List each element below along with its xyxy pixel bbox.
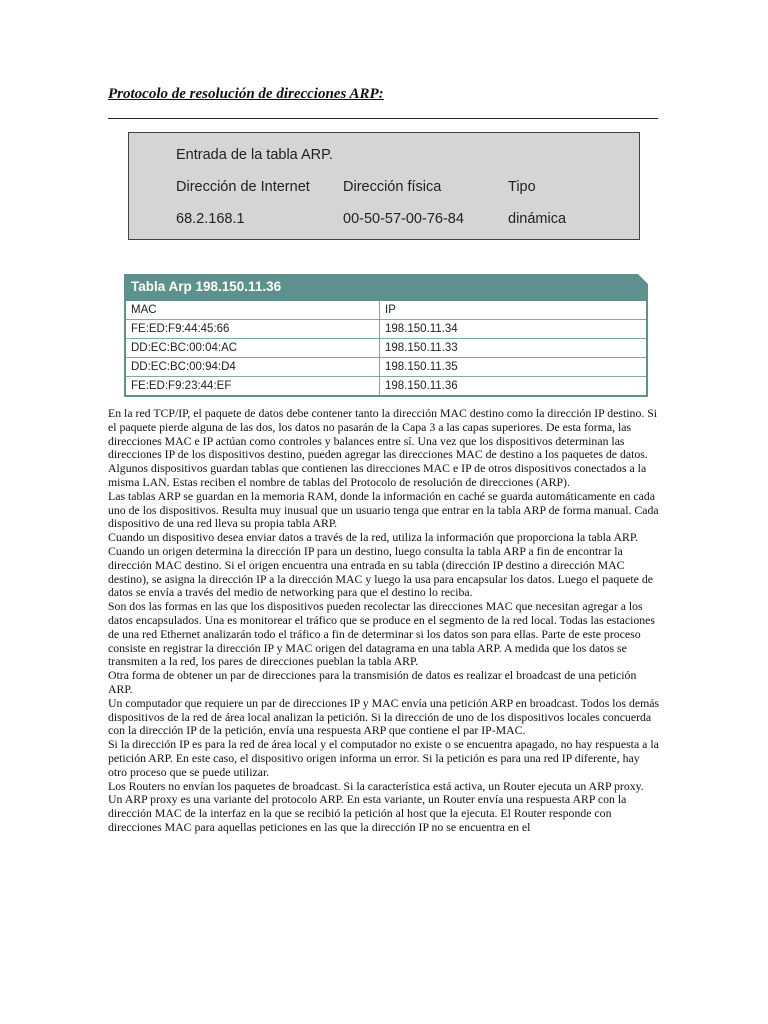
table-header-row [125,300,647,320]
paragraph: Un computador que requiere un par de direcciones IP y MAC envía una petición ARP en broadcast. Todos los demás dispositivos de la red de área local analizan la petición. Si la dirección de uno de los dispositivos locales concuerda con la dirección IP de la petición, envía una respuesta ARP que contiene el par IP-MAC. [108,695,660,738]
column-header-ip: IP [380,300,648,320]
ip-cell: 198.150.11.34 [380,320,648,339]
mac-cell: DD:EC:BC:00:94:D4 [125,358,380,377]
table-row [125,358,647,377]
entry-ip-value: 68.2.168.1 [176,211,245,227]
table-row [125,320,647,339]
ip-cell: 198.150.11.35 [380,358,648,377]
paragraph: Si la dirección IP es para la red de área local y el computador no existe o se encuentra apagado, no hay respuesta a la petición ARP. En este caso, el dispositivo origen informa un error. Si la petición es para una red IP diferente, hay otro proceso que se puede utilizar. [108,737,659,779]
mac-cell: DD:EC:BC:00:04:AC [125,339,380,358]
body-text [108,407,660,835]
paragraph: Son dos las formas en las que los dispositivos pueden recolectar las direcciones MAC que necesitan agregar a los datos encapsulados. Una es monitorear el tráfico que se produce en el segmento de la red local. Todas las estaciones de una red Ethernet analizarán todo el tráfico a fin de determinar si los datos son para ellas. Parte de este proceso consiste en registrar la dirección IP y MAC origen del datagrama en una tabla ARP. A medida que los datos se transmiten a la red, los pares de direcciones pueblan la tabla ARP. [108,599,655,669]
entry-col-tipo: Tipo [508,179,536,195]
mac-cell: FE:ED:F9:44:45:66 [125,320,380,339]
entry-mac-value: 00-50-57-00-76-84 [343,211,464,227]
paragraph: Otra forma de obtener un par de direcciones para la transmisión de datos es realizar el broadcast de una petición ARP. [108,668,637,696]
title-divider [108,118,658,119]
paragraph: Cuando un dispositivo desea enviar datos a través de la red, utiliza la información que proporciona la tabla ARP. [108,530,639,545]
paragraph: En la red TCP/IP, el paquete de datos debe contener tanto la dirección MAC destino como la dirección IP destino. Si el paquete pierde alguna de las dos, los datos no pasarán de la Capa 3 a las capas superiores. De esta forma, las direcciones MAC e IP actúan como controles y balances entre sí. Una vez que los dispositivos determinan las direcciones IP de los dispositivos destino, pueden agregar las direcciones MAC de destino a los paquetes de datos. [108,406,658,462]
paragraph: Las tablas ARP se guardan en la memoria RAM, donde la información en caché se guarda automáticamente en cada uno de los dispositivos. Resulta muy inusual que un usuario tenga que entrar en la tabla ARP de forma manual. Cada dispositivo de una red lleva su propia tabla ARP. [108,488,659,531]
table-row [125,339,647,358]
arp-table-title: Tabla Arp 198.150.11.36 [131,279,282,294]
paragraph: Algunos dispositivos guardan tablas que contienen las direcciones MAC e IP de otros dispositivos conectados a la misma LAN. Estas reciben el nombre de tablas del Protocolo de resolución de direcciones (ARP). [108,461,647,489]
corner-notch [638,274,648,284]
ip-cell: 198.150.11.33 [380,339,648,358]
arp-table-header [124,274,648,299]
page-title: Protocolo de resolución de direcciones ARP: [108,86,384,102]
arp-table-grid [124,299,648,397]
paragraph: Los Routers no envían los paquetes de broadcast. Si la característica está activa, un Router ejecuta un ARP proxy. Un ARP proxy es una variante del protocolo ARP. En esta variante, un Router envía una respuesta ARP con la dirección MAC de la interfaz en la que se recibió la petición al host que la ejecuta. El Router responde con direcciones MAC para aquellas peticiones en las que la dirección IP no se encuentra en el [108,778,644,834]
mac-cell: FE:ED:F9:23:44:EF [125,377,380,397]
arp-table [124,274,648,397]
ip-cell: 198.150.11.36 [380,377,648,397]
entry-col-internet: Dirección de Internet [176,179,310,195]
table-row [125,377,647,397]
paragraph: Cuando un origen determina la dirección IP para un destino, luego consulta la tabla ARP a fin de encontrar la dirección MAC destino. Si el origen encuentra una entrada en su tabla (dirección IP destino a dirección MAC destino), se asigna la dirección IP a la dirección MAC y luego la usa para encapsular los datos. Luego el paquete de datos se envía a través del medio de networking para que el destino lo reciba. [108,543,653,600]
column-header-mac: MAC [125,300,380,320]
entry-tipo-value: dinámica [508,211,567,227]
arp-entry-box [128,132,640,240]
entry-heading: Entrada de la tabla ARP. [176,147,333,163]
entry-col-fisica: Dirección física [343,179,442,195]
